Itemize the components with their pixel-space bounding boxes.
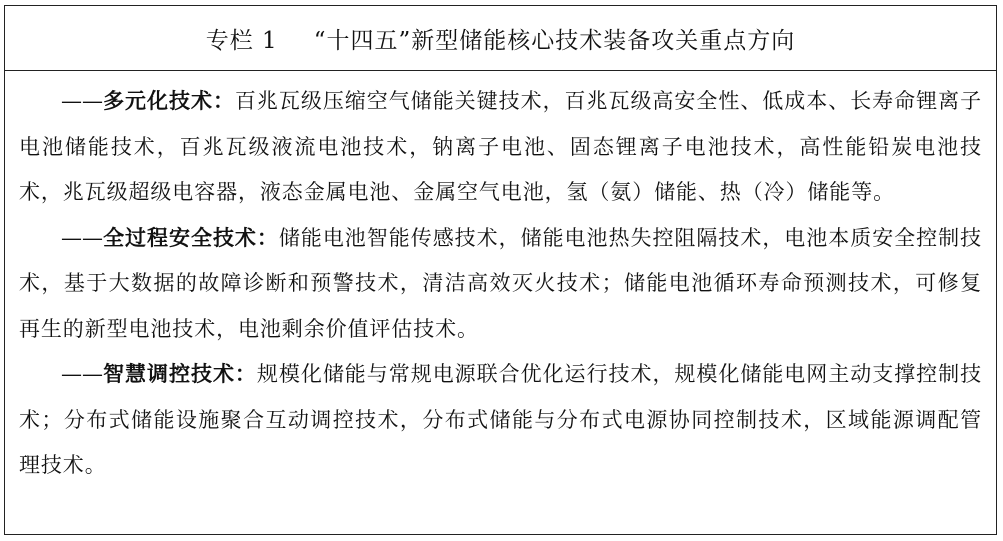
section-smart-control-tech: [19, 352, 982, 489]
section-body: 储能电池智能传感技术，储能电池热失控阻隔技术，电池本质安全控制技术，基于大数据的故障诊断和预警技术，清洁高效灭火技术；储能电池循环寿命预测技术，可修复再生的新型电池技术，电池剩余价值评估技术。: [19, 225, 982, 341]
section-heading: 智慧调控技术：: [103, 362, 257, 386]
dash-mark: ——: [61, 225, 103, 250]
column-box: [4, 5, 997, 535]
dash-mark: ——: [61, 362, 103, 386]
section-body: 规模化储能与常规电源联合优化运行技术，规模化储能电网主动支撑控制技术；分布式储能设施聚合互动调控技术，分布式储能与分布式电源协同控制技术，区域能源调配管理技术。: [19, 362, 982, 477]
column-content: [5, 71, 996, 489]
column-title: “十四五”新型储能核心技术装备攻关重点方向: [313, 27, 796, 54]
section-body: 百兆瓦级压缩空气储能关键技术，百兆瓦级高安全性、低成本、长寿命锂离子电池储能技术，百兆瓦级液流电池技术，钠离子电池、固态锂离子电池技术，高性能铅炭电池技术，兆瓦级超级电容器，液态金属电池、金属空气电池，氢（氨）储能、热（冷）储能等。: [19, 89, 982, 204]
section-full-process-safety-tech: [19, 216, 982, 353]
column-title-row: [5, 6, 996, 71]
section-heading: 多元化技术：: [103, 89, 235, 113]
section-diversified-tech: [19, 79, 982, 216]
dash-mark: ——: [61, 89, 103, 113]
section-heading: 全过程安全技术：: [103, 225, 279, 250]
column-label: 专栏 1: [205, 27, 278, 54]
